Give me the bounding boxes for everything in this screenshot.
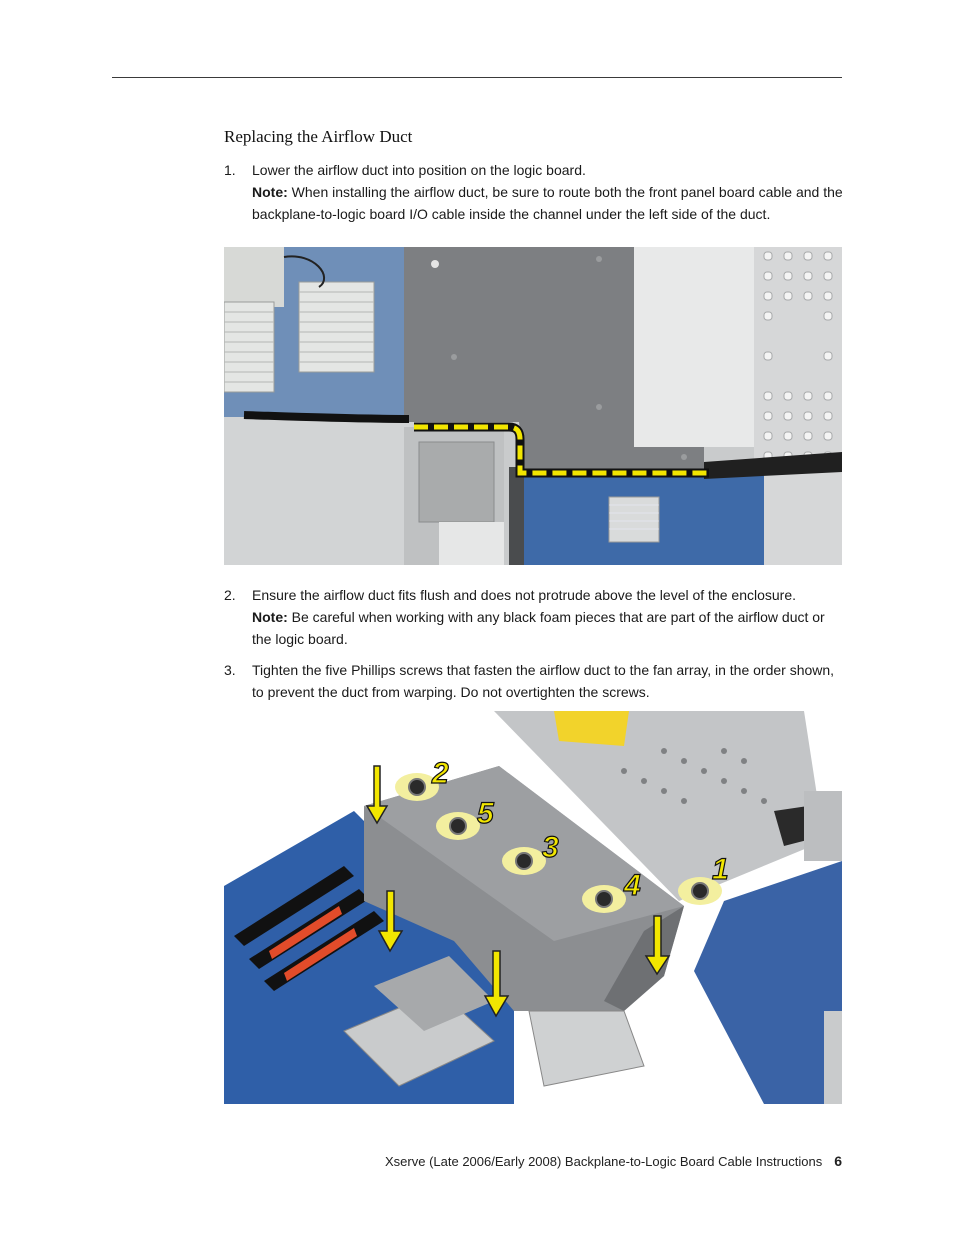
step-3 xyxy=(224,659,844,703)
step-number: 3. xyxy=(224,662,236,678)
photo-screw-tightening-order xyxy=(224,711,842,1104)
page-footer xyxy=(385,1153,842,1169)
note-label: Note: xyxy=(252,184,288,200)
header-rule xyxy=(112,77,842,78)
step-2 xyxy=(224,584,844,650)
step-note xyxy=(252,181,844,225)
footer-title: Xserve (Late 2006/Early 2008) Backplane-to-Logic Board Cable Instructions xyxy=(385,1154,823,1169)
callout-3: 3 xyxy=(542,831,559,864)
step-text: Lower the airflow duct into position on the logic board. xyxy=(252,162,586,178)
callout-4: 4 xyxy=(624,869,641,902)
note-label: Note: xyxy=(252,609,288,625)
step-text: Ensure the airflow duct fits flush and does not protrude above the level of the enclosure. xyxy=(252,587,796,603)
airflow-duct-routing-illustration xyxy=(224,247,842,565)
note-text: When installing the airflow duct, be sure to route both the front panel board cable and the backplane-to-logic board I/O cable inside the channel under the left side of the duct. xyxy=(252,184,843,222)
step-text: Tighten the five Phillips screws that fasten the airflow duct to the fan array, in the order shown, to prevent the duct from warping. Do not overtighten the screws. xyxy=(252,662,835,700)
section-title: Replacing the Airflow Duct xyxy=(224,127,413,146)
callout-1: 1 xyxy=(712,853,729,886)
step-note xyxy=(252,606,844,650)
page-number: 6 xyxy=(834,1153,842,1169)
step-1 xyxy=(224,159,844,225)
note-text: Be careful when working with any black foam pieces that are part of the airflow duct or the logic board. xyxy=(252,609,825,647)
photo-airflow-duct-cable-routing xyxy=(224,247,842,565)
callout-5: 5 xyxy=(477,797,494,830)
callout-2: 2 xyxy=(432,757,449,790)
step-number: 2. xyxy=(224,587,236,603)
screw-order-illustration xyxy=(224,711,842,1104)
step-number: 1. xyxy=(224,162,236,178)
